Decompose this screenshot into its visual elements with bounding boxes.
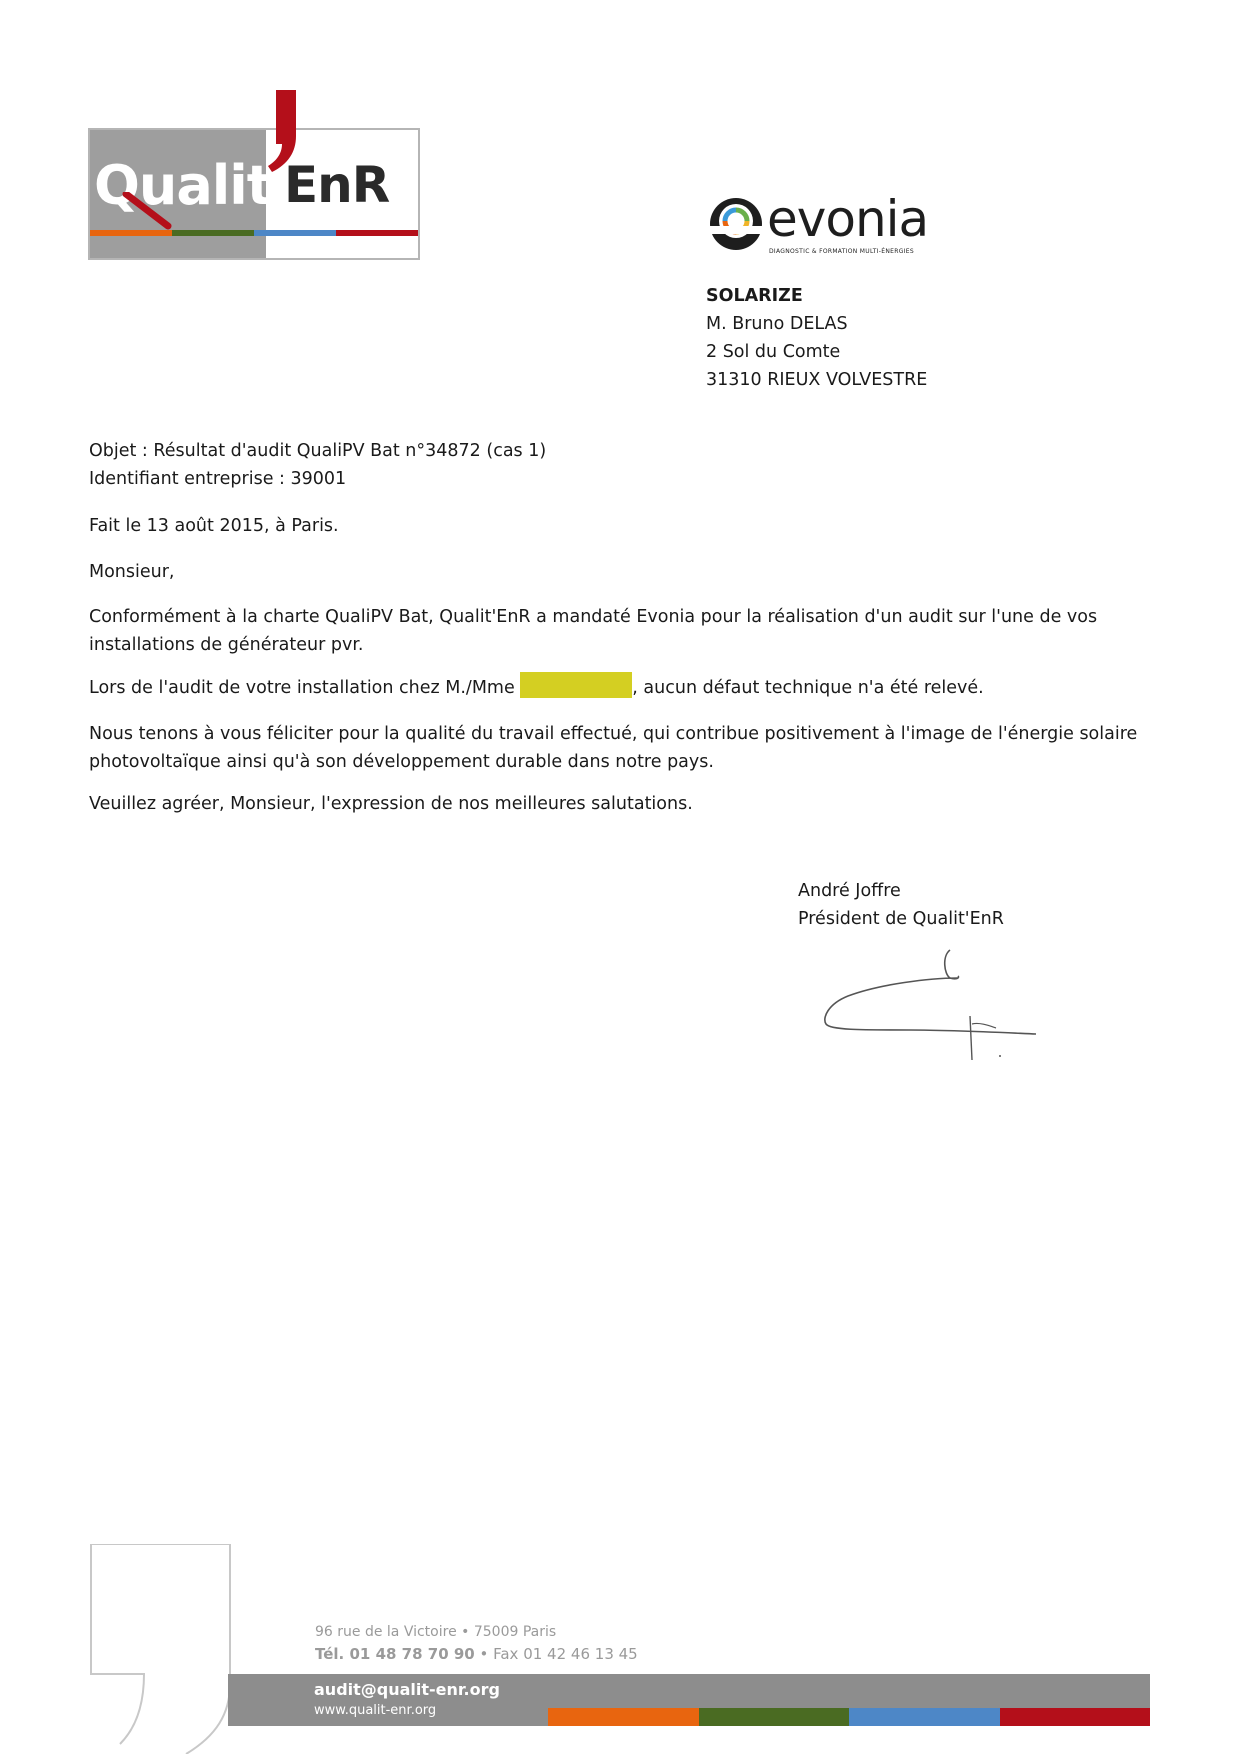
- footer-bar-orange: [548, 1708, 699, 1726]
- closing-formula: Veuillez agréer, Monsieur, l'expression de nos meilleures salutations.: [89, 794, 693, 814]
- body-paragraph-1: Conformément à la charte QualiPV Bat, Qualit'EnR a mandaté Evonia pour la réalisation d'un audit sur l'une de vos installations de générateur pvr.: [89, 607, 1098, 655]
- footer-apostrophe-outline-icon: [90, 1544, 232, 1754]
- logo-word-enr: EnR: [284, 156, 390, 214]
- recipient-address: [706, 282, 927, 394]
- footer-fax-number: • Fax 01 42 46 13 45: [474, 1645, 638, 1663]
- logo-bar-red: [336, 230, 418, 236]
- footer-bar-blue: [849, 1708, 1000, 1726]
- recipient-city: 31310 RIEUX VOLVESTRE: [706, 370, 928, 390]
- logo-bar-green: [172, 230, 254, 236]
- company-id-line: Identifiant entreprise : 39001: [89, 469, 347, 489]
- para2-text-after: , aucun défaut technique n'a été relevé.: [632, 678, 984, 698]
- footer-phone-number: Tél. 01 48 78 70 90: [315, 1645, 475, 1663]
- footer-color-bars: [548, 1708, 1150, 1726]
- redacted-client-name: [520, 672, 632, 698]
- subject-line: Objet : Résultat d'audit QualiPV Bat n°34872 (cas 1): [89, 441, 547, 461]
- body-paragraph-3: Nous tenons à vous féliciter pour la qualité du travail effectué, qui contribue positivement à l'image de l'énergie solaire photovoltaïque ainsi qu'à son développement durable dans notre pays.: [89, 724, 1138, 772]
- logo-bar-orange: [90, 230, 172, 236]
- recipient-name: M. Bruno DELAS: [706, 314, 848, 334]
- footer-email-link[interactable]: audit@qualit-enr.org: [314, 1680, 500, 1699]
- greeting: Monsieur,: [89, 562, 175, 582]
- signatory-name: André Joffre: [798, 881, 901, 901]
- footer-phone: [315, 1645, 638, 1663]
- footer-website-link[interactable]: www.qualit-enr.org: [314, 1703, 437, 1718]
- footer-address: 96 rue de la Victoire • 75009 Paris: [315, 1624, 557, 1640]
- handwritten-signature: [820, 948, 1040, 1068]
- signatory-block: [798, 877, 1004, 933]
- body-paragraph-2: [89, 672, 1139, 702]
- date-line: Fait le 13 août 2015, à Paris.: [89, 516, 339, 536]
- signatory-title: Président de Qualit'EnR: [798, 909, 1004, 929]
- recipient-company: SOLARIZE: [706, 286, 803, 306]
- evonia-wordmark: evonia: [767, 190, 929, 248]
- letter-subject: [89, 437, 546, 493]
- logo-color-bars: [90, 230, 418, 236]
- footer-bar-green: [699, 1708, 850, 1726]
- footer-bar-red: [1000, 1708, 1151, 1726]
- logo-q-slash-icon: [122, 192, 182, 232]
- logo-bar-blue: [254, 230, 336, 236]
- recipient-street: 2 Sol du Comte: [706, 342, 841, 362]
- qualitenr-logo: [88, 90, 420, 260]
- evonia-tagline: DIAGNOSTIC & FORMATION MULTI-ÉNERGIES: [769, 248, 914, 255]
- evonia-logo: [705, 190, 945, 260]
- evonia-swirl-icon: [705, 196, 767, 258]
- para2-text-before: Lors de l'audit de votre installation chez M./Mme: [89, 678, 521, 698]
- logo-word-qualit: Qualit: [94, 154, 272, 217]
